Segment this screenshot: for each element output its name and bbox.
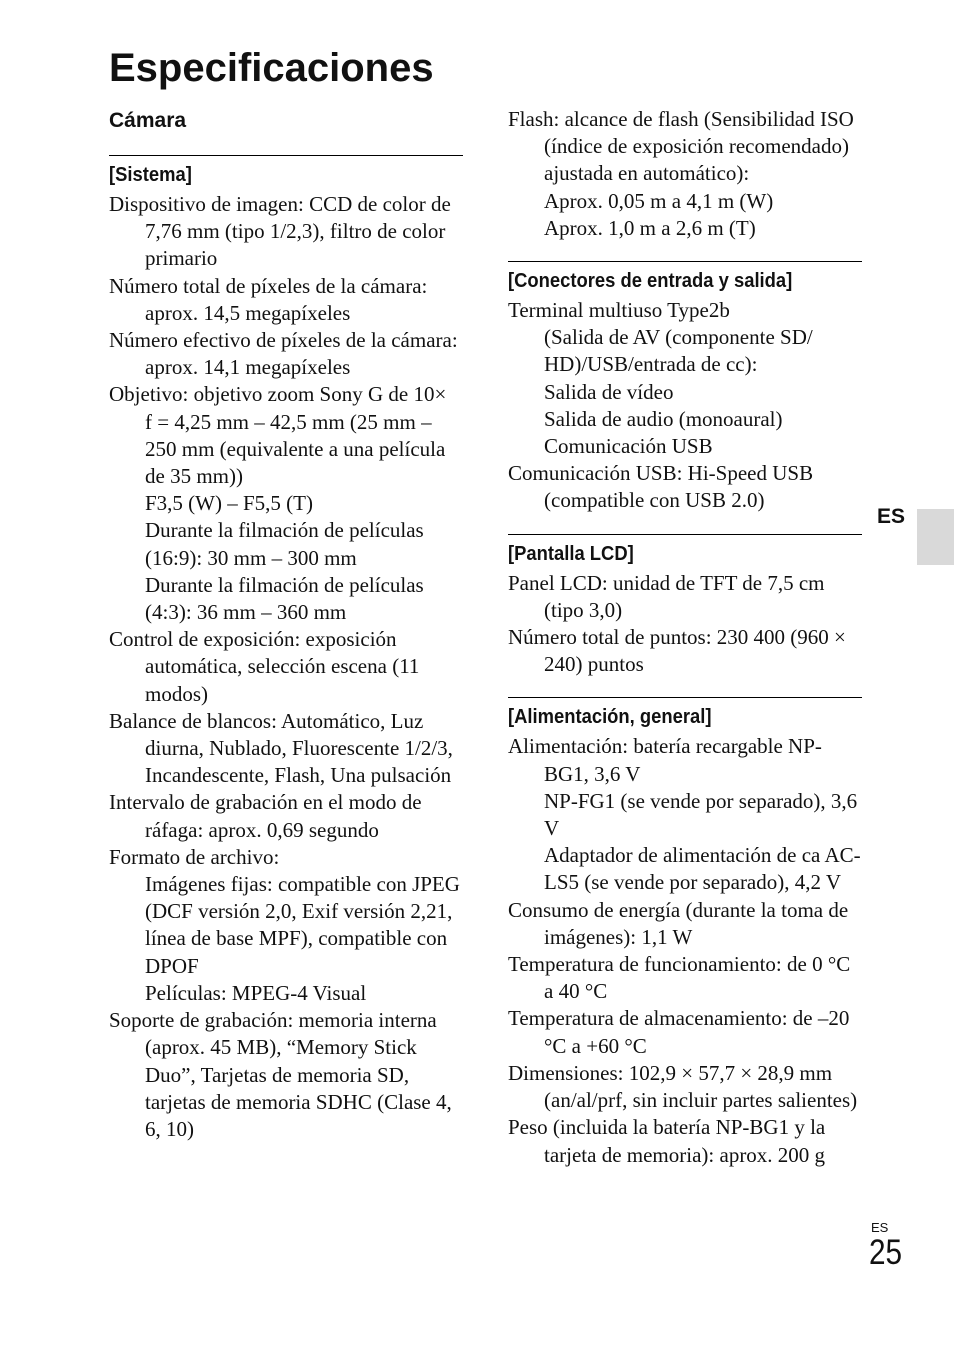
spec-subitem: NP-FG1 (se vende por separado), 3,6 V <box>544 788 858 841</box>
spec-item: Número total de puntos: 230 400 (960 × 240) puntos <box>508 625 846 677</box>
section-heading: [Pantalla LCD] <box>508 542 634 565</box>
page-title: Especificaciones <box>109 46 434 90</box>
spec-item: Intervalo de grabación en el modo de ráfaga: aprox. 0,69 segundo <box>109 790 422 842</box>
spec-subitem: F3,5 (W) – F5,5 (T) <box>145 491 313 516</box>
section-heading: [Alimentación, general] <box>508 706 712 729</box>
language-tab-label: ES <box>877 505 906 528</box>
section-pantalla <box>508 534 862 679</box>
spec-item: Consumo de energía (durante la toma de imágenes): 1,1 W <box>508 897 849 949</box>
spec-item: Alimentación: batería recargable NP-BG1, 3,6 V <box>508 734 822 786</box>
spec-item: Temperatura de almacenamiento: de –20 °C a +60 °C <box>508 1006 850 1058</box>
section-subtitle: Cámara <box>109 109 187 132</box>
spec-subitem: Durante la filmación de películas (4:3): 36 mm – 360 mm <box>145 572 424 625</box>
spec-item: Dispositivo de imagen: CCD de color de 7,76 mm (tipo 1/2,3), filtro de color primario <box>109 192 451 271</box>
right-column <box>508 106 862 1188</box>
language-side-tab <box>917 509 954 565</box>
spec-subitem: aprox. 14,1 megapíxeles <box>145 355 351 380</box>
spec-item: Número efectivo de píxeles de la cámara: <box>109 328 458 353</box>
spec-item: Formato de archivo: <box>109 844 280 869</box>
left-column <box>109 155 463 1162</box>
spec-subitem: Películas: MPEG-4 Visual <box>145 980 367 1005</box>
section-alimentacion <box>508 697 862 1168</box>
spec-item: Flash: alcance de flash (Sensibilidad ISO (índice de exposición recomendado) ajustada en automático): <box>508 107 854 186</box>
spec-item: Soporte de grabación: memoria interna (aprox. 45 MB), “Memory Stick Duo”, Tarjetas de memoria SD, tarjetas de memoria SDHC (Clase 4, 6, 10) <box>109 1008 452 1141</box>
spec-subitem: Aprox. 1,0 m a 2,6 m (T) <box>544 215 756 240</box>
page-number: 25 <box>869 1233 903 1272</box>
spec-subitem: f = 4,25 mm – 42,5 mm (25 mm – 250 mm (equivalente a una película de 35 mm)) <box>145 409 446 489</box>
spec-item: Terminal multiuso Type2b <box>508 298 730 323</box>
spec-subitem: Salida de audio (monoaural) <box>544 406 783 431</box>
spec-subitem: (Salida de AV (componente SD/ HD)/USB/entrada de cc): <box>544 325 813 377</box>
section-heading: [Conectores de entrada y salida] <box>508 270 793 293</box>
spec-item: Balance de blancos: Automático, Luz diurna, Nublado, Fluorescente 1/2/3, Incandescente, Flash, Una pulsación <box>109 708 453 788</box>
spec-item: Temperatura de funcionamiento: de 0 °C a 40 °C <box>508 952 851 1004</box>
spec-item: Objetivo: objetivo zoom Sony G de 10× <box>109 382 447 407</box>
spec-subitem: Durante la filmación de películas (16:9): 30 mm – 300 mm <box>145 518 424 570</box>
section-heading: [Sistema] <box>109 164 192 186</box>
section-flash <box>508 106 862 242</box>
section-sistema <box>109 155 463 1143</box>
section-conectores <box>508 261 862 515</box>
spec-item: Comunicación USB: Hi-Speed USB (compatible con USB 2.0) <box>508 461 814 513</box>
page-language-code: ES <box>871 1220 889 1235</box>
spec-subitem: Comunicación USB <box>544 434 713 459</box>
spec-subitem: Adaptador de alimentación de ca AC-LS5 (se vende por separado), 4,2 V <box>544 843 861 895</box>
spec-subitem: Salida de vídeo <box>544 379 674 404</box>
spec-item: Control de exposición: exposición automática, selección escena (11 modos) <box>109 627 420 706</box>
spec-item: Peso (incluida la batería NP-BG1 y la tarjeta de memoria): aprox. 200 g <box>508 1115 826 1167</box>
spec-item: Dimensiones: 102,9 × 57,7 × 28,9 mm (an/al/prf, sin incluir partes salientes) <box>508 1060 858 1113</box>
spec-subitem: Imágenes fijas: compatible con JPEG (DCF versión 2,0, Exif versión 2,21, línea de base MPF), compatible con DPOF <box>145 872 460 978</box>
spec-item: Panel LCD: unidad de TFT de 7,5 cm (tipo 3,0) <box>508 570 825 622</box>
spec-subitem: Aprox. 0,05 m a 4,1 m (W) <box>544 188 774 213</box>
spec-item: Número total de píxeles de la cámara: aprox. 14,5 megapíxeles <box>109 273 428 325</box>
